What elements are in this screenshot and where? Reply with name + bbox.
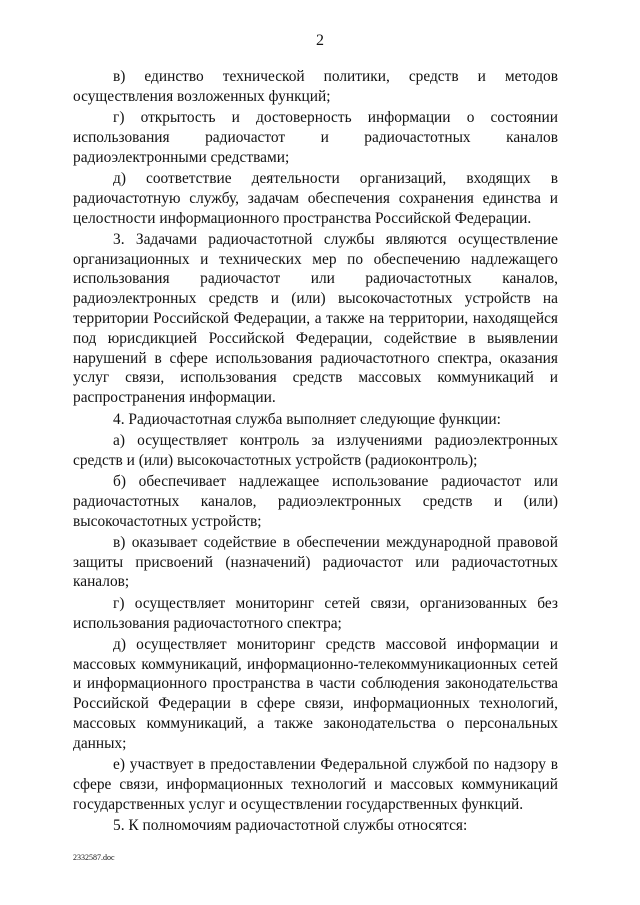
paragraph-v-unity: в) единство технической политики, средств и методов осуществления возложенных функций; [73,68,558,105]
paragraph-e-public-services: е) участвует в предоставлении Федеральной службой по надзору в сфере связи, информационных технологий и массовых коммуникаций государственных услуг и осуществлении государственных функций. [73,756,558,813]
paragraph-a-radiocontrol: а) осуществляет контроль за излучениями радиоэлектронных средств и (или) высокочастотных устройств (радиоконтроль); [73,431,558,469]
paragraph-v-international-protection: в) оказывает содействие в обеспечении международной правовой защиты присвоений (назначений) радиочастот или радиочастотных каналов; [73,533,558,591]
paragraph-5-powers-intro: 5. К полномочиям радиочастотной службы относятся: [113,816,468,834]
paragraph-4-functions-intro: 4. Радиочастотная служба выполняет следующие функции: [113,410,501,428]
paragraph-3-tasks: 3. Задачами радиочастотной службы являются осуществление организационных и технических мер по обеспечению надлежащего использования радиочастот или радиочастотных каналов, радиоэлектронных средств и (или) высокочастотных устройств на территории Российской Федерации, а также на территории, находящейся под юрисдикцией Российской Федерации, содействие в выявлении нарушений в сфере использования радиочастотного спектра, оказания услуг связи, использования средств массовых коммуникаций и распространения информации. [73,230,558,407]
paragraph-g-openness: г) открытость и достоверность информации о состоянии использования радиочастот и радиочастотных каналов радиоэлектронными средствами; [73,109,558,166]
paragraph-b-proper-use: б) обеспечивает надлежащее использование радиочастот или радиочастотных каналов, радиоэлектронных средств и (или) высокочастотных устройств; [73,472,558,530]
page-number: 2 [316,32,324,49]
document-body [73,67,558,837]
document-code: 2332587.doc [73,853,115,862]
paragraph-d-compliance: д) соответствие деятельности организаций, входящих в радиочастотную службу, задачам обеспечения сохранения единства и целостности информационного пространства Российской Федерации. [73,169,558,227]
paragraph-g-monitoring-networks: г) осуществляет мониторинг сетей связи, организованных без использования радиочастотного спектра; [73,594,558,632]
paragraph-d-monitoring-media: д) осуществляет мониторинг средств массовой информации и массовых коммуникаций, информационно-телекоммуникационных сетей и информационного пространства в части соблюдения законодательства Российской Федерации в сфере связи, информационных технологий, массовых коммуникаций, а также законодательства о персональных данных; [73,635,558,752]
